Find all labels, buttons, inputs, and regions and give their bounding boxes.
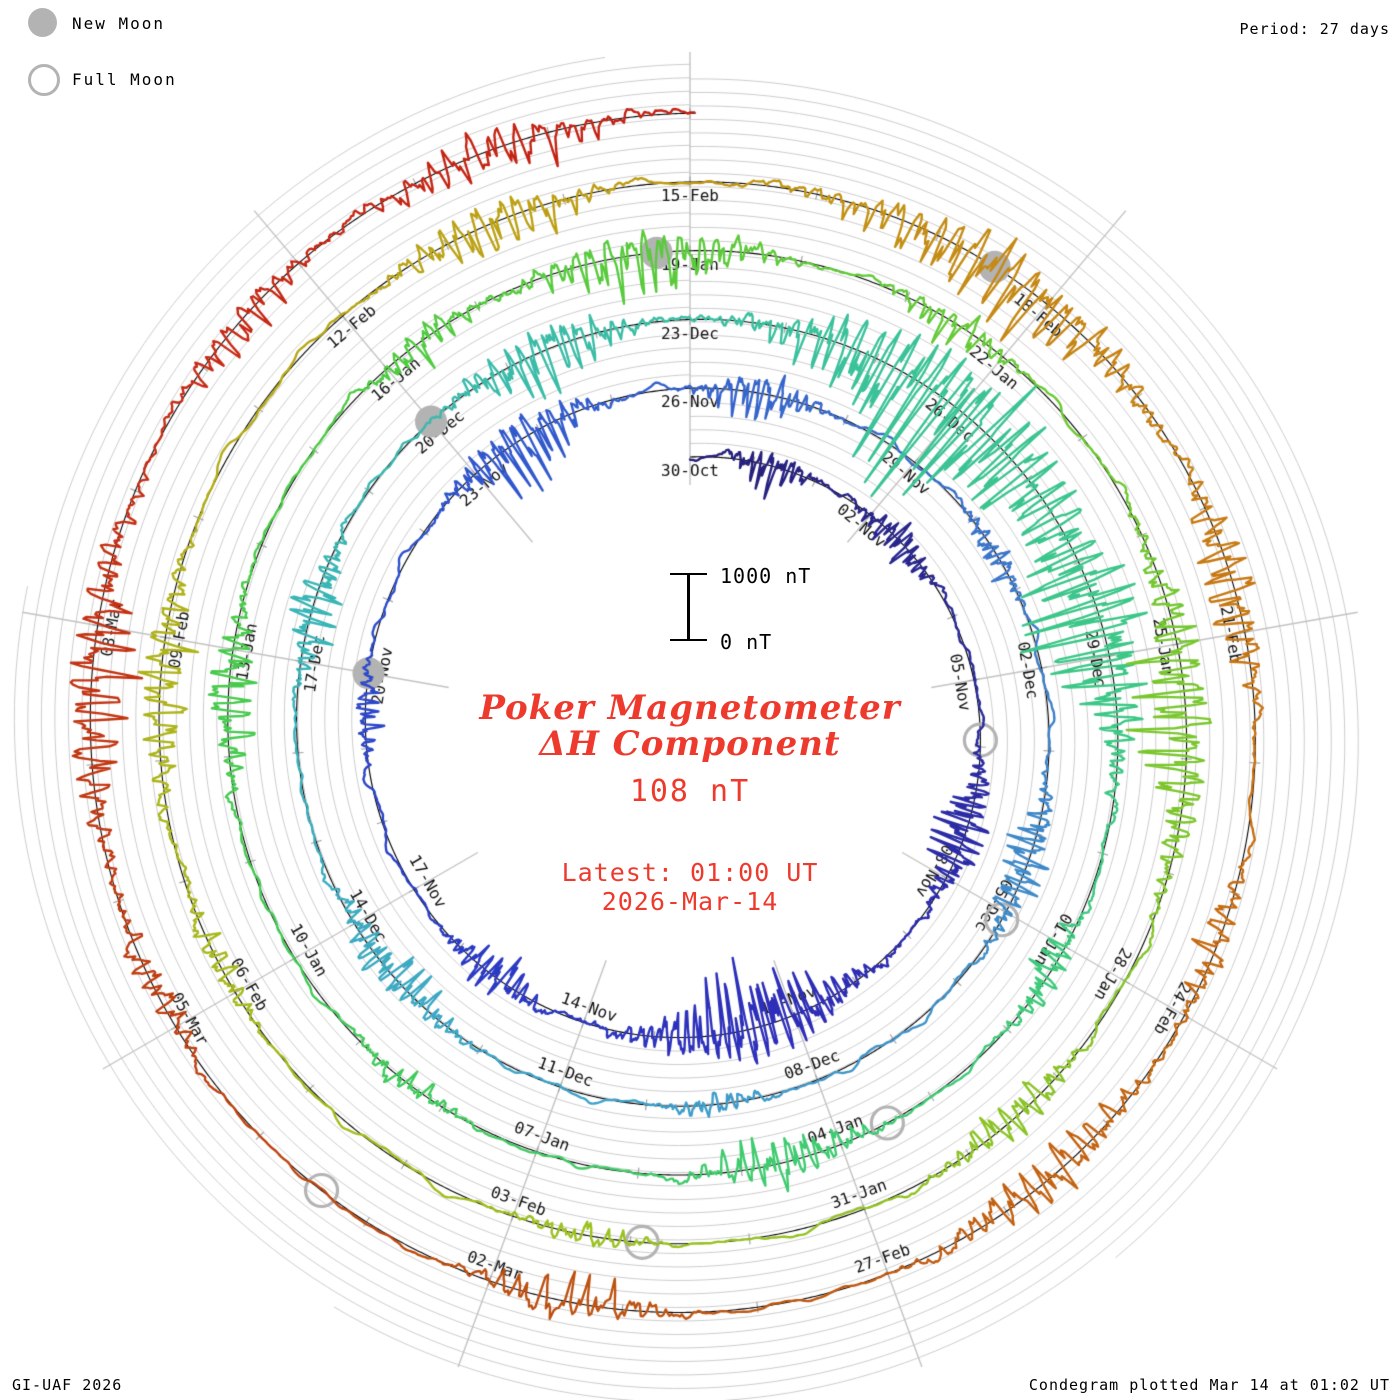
new-moon-icon bbox=[28, 8, 57, 37]
scale-bar-bottom-cap bbox=[670, 639, 707, 641]
plot-title-line1: Poker Magnetometer bbox=[479, 688, 901, 728]
full-moon-icon bbox=[28, 64, 60, 96]
full-moon-label: Full Moon bbox=[72, 70, 177, 89]
legend-full-moon bbox=[14, 64, 274, 94]
center-annotation bbox=[390, 690, 990, 809]
latest-time: Latest: 01:00 UT bbox=[561, 858, 819, 887]
scale-bar-top-cap bbox=[670, 573, 707, 575]
scale-bar-line bbox=[687, 573, 690, 640]
legend-new-moon bbox=[14, 8, 274, 38]
latest-annotation bbox=[390, 858, 990, 916]
new-moon-label: New Moon bbox=[72, 14, 166, 33]
period-label: Period: 27 days bbox=[1239, 20, 1390, 38]
scale-bar-bottom-label: 0 nT bbox=[720, 630, 773, 654]
moon-legend bbox=[14, 8, 274, 120]
latest-date: 2026-Mar-14 bbox=[601, 887, 779, 916]
nt-scale-bar bbox=[660, 560, 860, 660]
plotted-timestamp: Condegram plotted Mar 14 at 01:02 UT bbox=[1028, 1376, 1390, 1394]
scale-bar-top-label: 1000 nT bbox=[720, 564, 812, 588]
plot-title-line2: ΔH Component bbox=[539, 724, 841, 764]
current-range-value: 108 nT bbox=[629, 774, 751, 809]
credit-label: GI-UAF 2026 bbox=[12, 1376, 123, 1394]
